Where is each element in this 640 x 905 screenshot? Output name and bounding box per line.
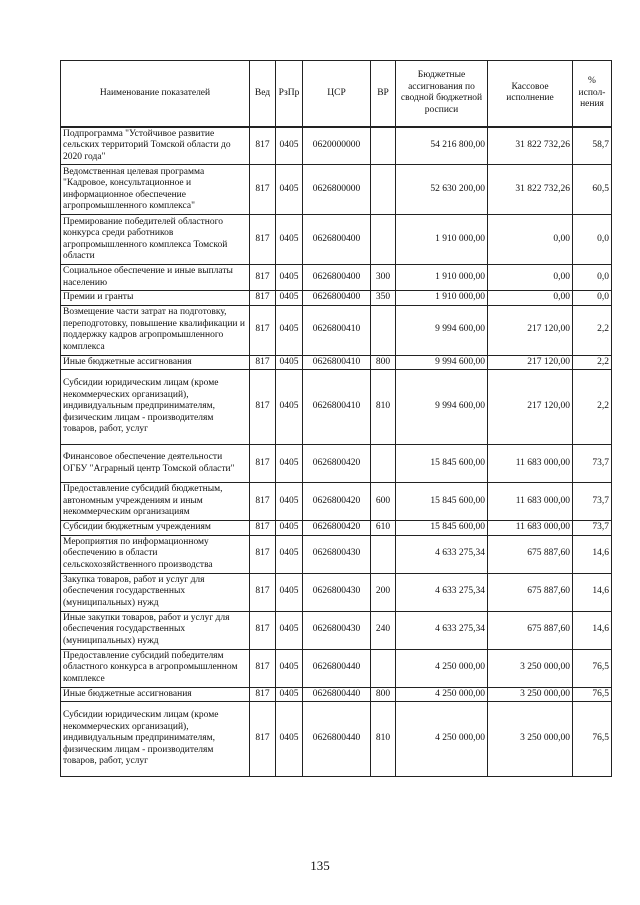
- table-row: [61, 687, 612, 702]
- row-vr: [371, 305, 396, 355]
- row-pct: 60,5: [573, 165, 612, 215]
- row-rzpr: 0405: [276, 265, 303, 291]
- row-cash: 11 683 000,00: [488, 521, 573, 536]
- row-vr: [371, 535, 396, 573]
- table-row: [61, 649, 612, 687]
- row-rzpr: 0405: [276, 687, 303, 702]
- row-vr: [371, 127, 396, 165]
- row-rzpr: 0405: [276, 215, 303, 265]
- row-pct: 2,2: [573, 370, 612, 445]
- header-ved: Вед: [250, 61, 276, 127]
- row-csr: 0626800440: [303, 702, 371, 777]
- row-csr: 0620000000: [303, 127, 371, 165]
- row-rzpr: 0405: [276, 370, 303, 445]
- row-csr: 0626800420: [303, 445, 371, 483]
- header-csr: ЦСР: [303, 61, 371, 127]
- table-row: [61, 535, 612, 573]
- row-cash: 3 250 000,00: [488, 702, 573, 777]
- row-cash: 0,00: [488, 291, 573, 306]
- header-rzpr: РзПр: [276, 61, 303, 127]
- row-budget: 9 994 600,00: [396, 305, 488, 355]
- row-cash: 675 887,60: [488, 573, 573, 611]
- row-budget: 1 910 000,00: [396, 215, 488, 265]
- row-ved: 817: [250, 355, 276, 370]
- table-row: [61, 305, 612, 355]
- row-budget: 15 845 600,00: [396, 483, 488, 521]
- row-vr: 350: [371, 291, 396, 306]
- row-vr: 810: [371, 702, 396, 777]
- row-pct: 14,6: [573, 535, 612, 573]
- row-ved: 817: [250, 165, 276, 215]
- row-budget: 1 910 000,00: [396, 291, 488, 306]
- row-cash: 217 120,00: [488, 370, 573, 445]
- row-csr: 0626800410: [303, 305, 371, 355]
- row-ved: 817: [250, 535, 276, 573]
- row-budget: 15 845 600,00: [396, 445, 488, 483]
- row-rzpr: 0405: [276, 611, 303, 649]
- row-ved: 817: [250, 521, 276, 536]
- row-name: Субсидии юридическим лицам (кроме некоммерческих организаций), индивидуальным предпринимателям, физическим лицам - производителям товаров, работ, услуг: [61, 702, 250, 777]
- row-csr: 0626800430: [303, 611, 371, 649]
- row-rzpr: 0405: [276, 535, 303, 573]
- row-pct: 73,7: [573, 483, 612, 521]
- row-vr: [371, 215, 396, 265]
- row-rzpr: 0405: [276, 291, 303, 306]
- row-pct: 14,6: [573, 573, 612, 611]
- row-pct: 76,5: [573, 649, 612, 687]
- header-cash: Кассовое исполнение: [488, 61, 573, 127]
- row-vr: 610: [371, 521, 396, 536]
- row-budget: 4 633 275,34: [396, 611, 488, 649]
- row-cash: 675 887,60: [488, 535, 573, 573]
- table-header-row: [61, 61, 612, 127]
- row-name: Субсидии юридическим лицам (кроме некоммерческих организаций), индивидуальным предпринимателям, физическим лицам - производителям товаров, работ, услуг: [61, 370, 250, 445]
- row-vr: [371, 165, 396, 215]
- row-name: Субсидии бюджетным учреждениям: [61, 521, 250, 536]
- row-ved: 817: [250, 702, 276, 777]
- row-rzpr: 0405: [276, 521, 303, 536]
- row-cash: 675 887,60: [488, 611, 573, 649]
- row-name: Закупка товаров, работ и услуг для обеспечения государственных (муниципальных) нужд: [61, 573, 250, 611]
- row-csr: 0626800400: [303, 215, 371, 265]
- table-row: [61, 215, 612, 265]
- row-rzpr: 0405: [276, 649, 303, 687]
- row-name: Финансовое обеспечение деятельности ОГБУ "Аграрный центр Томской области": [61, 445, 250, 483]
- row-rzpr: 0405: [276, 305, 303, 355]
- row-budget: 4 633 275,34: [396, 535, 488, 573]
- row-ved: 817: [250, 687, 276, 702]
- row-name: Мероприятия по информационному обеспечению в области сельскохозяйственного производства: [61, 535, 250, 573]
- row-ved: 817: [250, 611, 276, 649]
- row-vr: [371, 445, 396, 483]
- row-vr: [371, 649, 396, 687]
- row-pct: 76,5: [573, 687, 612, 702]
- row-rzpr: 0405: [276, 445, 303, 483]
- row-rzpr: 0405: [276, 702, 303, 777]
- header-pct: % испол-нения: [573, 61, 612, 127]
- row-name: Возмещение части затрат на подготовку, переподготовку, повышение квалификации и поддержку кадров агропромышленного комплекса: [61, 305, 250, 355]
- budget-execution-table: [60, 60, 612, 777]
- header-vr: ВР: [371, 61, 396, 127]
- row-vr: 200: [371, 573, 396, 611]
- row-name: Подпрограмма "Устойчивое развитие сельских территорий Томской области до 2020 года": [61, 127, 250, 165]
- page-number: 135: [310, 858, 330, 873]
- row-pct: 73,7: [573, 445, 612, 483]
- row-ved: 817: [250, 215, 276, 265]
- row-rzpr: 0405: [276, 573, 303, 611]
- table-row: [61, 483, 612, 521]
- row-budget: 4 633 275,34: [396, 573, 488, 611]
- table-row: [61, 611, 612, 649]
- row-csr: 0626800410: [303, 355, 371, 370]
- row-ved: 817: [250, 305, 276, 355]
- row-budget: 54 216 800,00: [396, 127, 488, 165]
- row-ved: 817: [250, 573, 276, 611]
- table-row: [61, 355, 612, 370]
- row-rzpr: 0405: [276, 165, 303, 215]
- row-vr: 600: [371, 483, 396, 521]
- header-budget: Бюджетные ассигнования по сводной бюджетной росписи: [396, 61, 488, 127]
- table-row: [61, 521, 612, 536]
- row-csr: 0626800440: [303, 649, 371, 687]
- row-ved: 817: [250, 265, 276, 291]
- row-name: Социальное обеспечение и иные выплаты населению: [61, 265, 250, 291]
- row-cash: 3 250 000,00: [488, 687, 573, 702]
- row-cash: 31 822 732,26: [488, 165, 573, 215]
- row-budget: 4 250 000,00: [396, 687, 488, 702]
- row-csr: 0626800420: [303, 483, 371, 521]
- row-budget: 1 910 000,00: [396, 265, 488, 291]
- table-row: [61, 127, 612, 165]
- row-vr: 240: [371, 611, 396, 649]
- row-pct: 2,2: [573, 305, 612, 355]
- row-pct: 0,0: [573, 215, 612, 265]
- row-csr: 0626800430: [303, 535, 371, 573]
- row-csr: 0626800420: [303, 521, 371, 536]
- row-vr: 300: [371, 265, 396, 291]
- row-pct: 73,7: [573, 521, 612, 536]
- row-budget: 52 630 200,00: [396, 165, 488, 215]
- row-csr: 0626800400: [303, 291, 371, 306]
- row-cash: 217 120,00: [488, 355, 573, 370]
- row-budget: 15 845 600,00: [396, 521, 488, 536]
- row-cash: 0,00: [488, 265, 573, 291]
- table-row: [61, 702, 612, 777]
- row-name: Ведомственная целевая программа "Кадровое, консультационное и информационное обеспечение агропромышленного комплекса": [61, 165, 250, 215]
- budget-report-sheet: [60, 60, 612, 777]
- row-name: Иные бюджетные ассигнования: [61, 355, 250, 370]
- table-row: [61, 573, 612, 611]
- row-csr: 0626800440: [303, 687, 371, 702]
- row-budget: 9 994 600,00: [396, 370, 488, 445]
- row-cash: 3 250 000,00: [488, 649, 573, 687]
- row-vr: 810: [371, 370, 396, 445]
- table-row: [61, 291, 612, 306]
- row-cash: 11 683 000,00: [488, 483, 573, 521]
- row-name: Премирование победителей областного конкурса среди работников агропромышленного комплекса Томской области: [61, 215, 250, 265]
- table-row: [61, 445, 612, 483]
- row-budget: 4 250 000,00: [396, 649, 488, 687]
- row-name: Иные закупки товаров, работ и услуг для обеспечения государственных (муниципальных) нужд: [61, 611, 250, 649]
- table-body: [61, 127, 612, 777]
- row-rzpr: 0405: [276, 355, 303, 370]
- row-ved: 817: [250, 483, 276, 521]
- row-csr: 0626800000: [303, 165, 371, 215]
- row-ved: 817: [250, 649, 276, 687]
- row-pct: 58,7: [573, 127, 612, 165]
- row-pct: 76,5: [573, 702, 612, 777]
- row-name: Премии и гранты: [61, 291, 250, 306]
- row-pct: 0,0: [573, 291, 612, 306]
- row-rzpr: 0405: [276, 127, 303, 165]
- row-name: Предоставление субсидий победителям областного конкурса в агропромышленном комплексе: [61, 649, 250, 687]
- row-pct: 2,2: [573, 355, 612, 370]
- header-name: Наименование показателей: [61, 61, 250, 127]
- row-cash: 217 120,00: [488, 305, 573, 355]
- row-csr: 0626800410: [303, 370, 371, 445]
- table-row: [61, 370, 612, 445]
- row-vr: 800: [371, 355, 396, 370]
- row-csr: 0626800430: [303, 573, 371, 611]
- row-cash: 31 822 732,26: [488, 127, 573, 165]
- row-csr: 0626800400: [303, 265, 371, 291]
- row-rzpr: 0405: [276, 483, 303, 521]
- row-name: Предоставление субсидий бюджетным, автономным учреждениям и иным некоммерческим организациям: [61, 483, 250, 521]
- row-vr: 800: [371, 687, 396, 702]
- row-ved: 817: [250, 127, 276, 165]
- table-row: [61, 265, 612, 291]
- row-pct: 0,0: [573, 265, 612, 291]
- row-budget: 4 250 000,00: [396, 702, 488, 777]
- row-ved: 817: [250, 291, 276, 306]
- row-ved: 817: [250, 445, 276, 483]
- row-name: Иные бюджетные ассигнования: [61, 687, 250, 702]
- row-cash: 11 683 000,00: [488, 445, 573, 483]
- row-pct: 14,6: [573, 611, 612, 649]
- row-budget: 9 994 600,00: [396, 355, 488, 370]
- row-ved: 817: [250, 370, 276, 445]
- table-row: [61, 165, 612, 215]
- row-cash: 0,00: [488, 215, 573, 265]
